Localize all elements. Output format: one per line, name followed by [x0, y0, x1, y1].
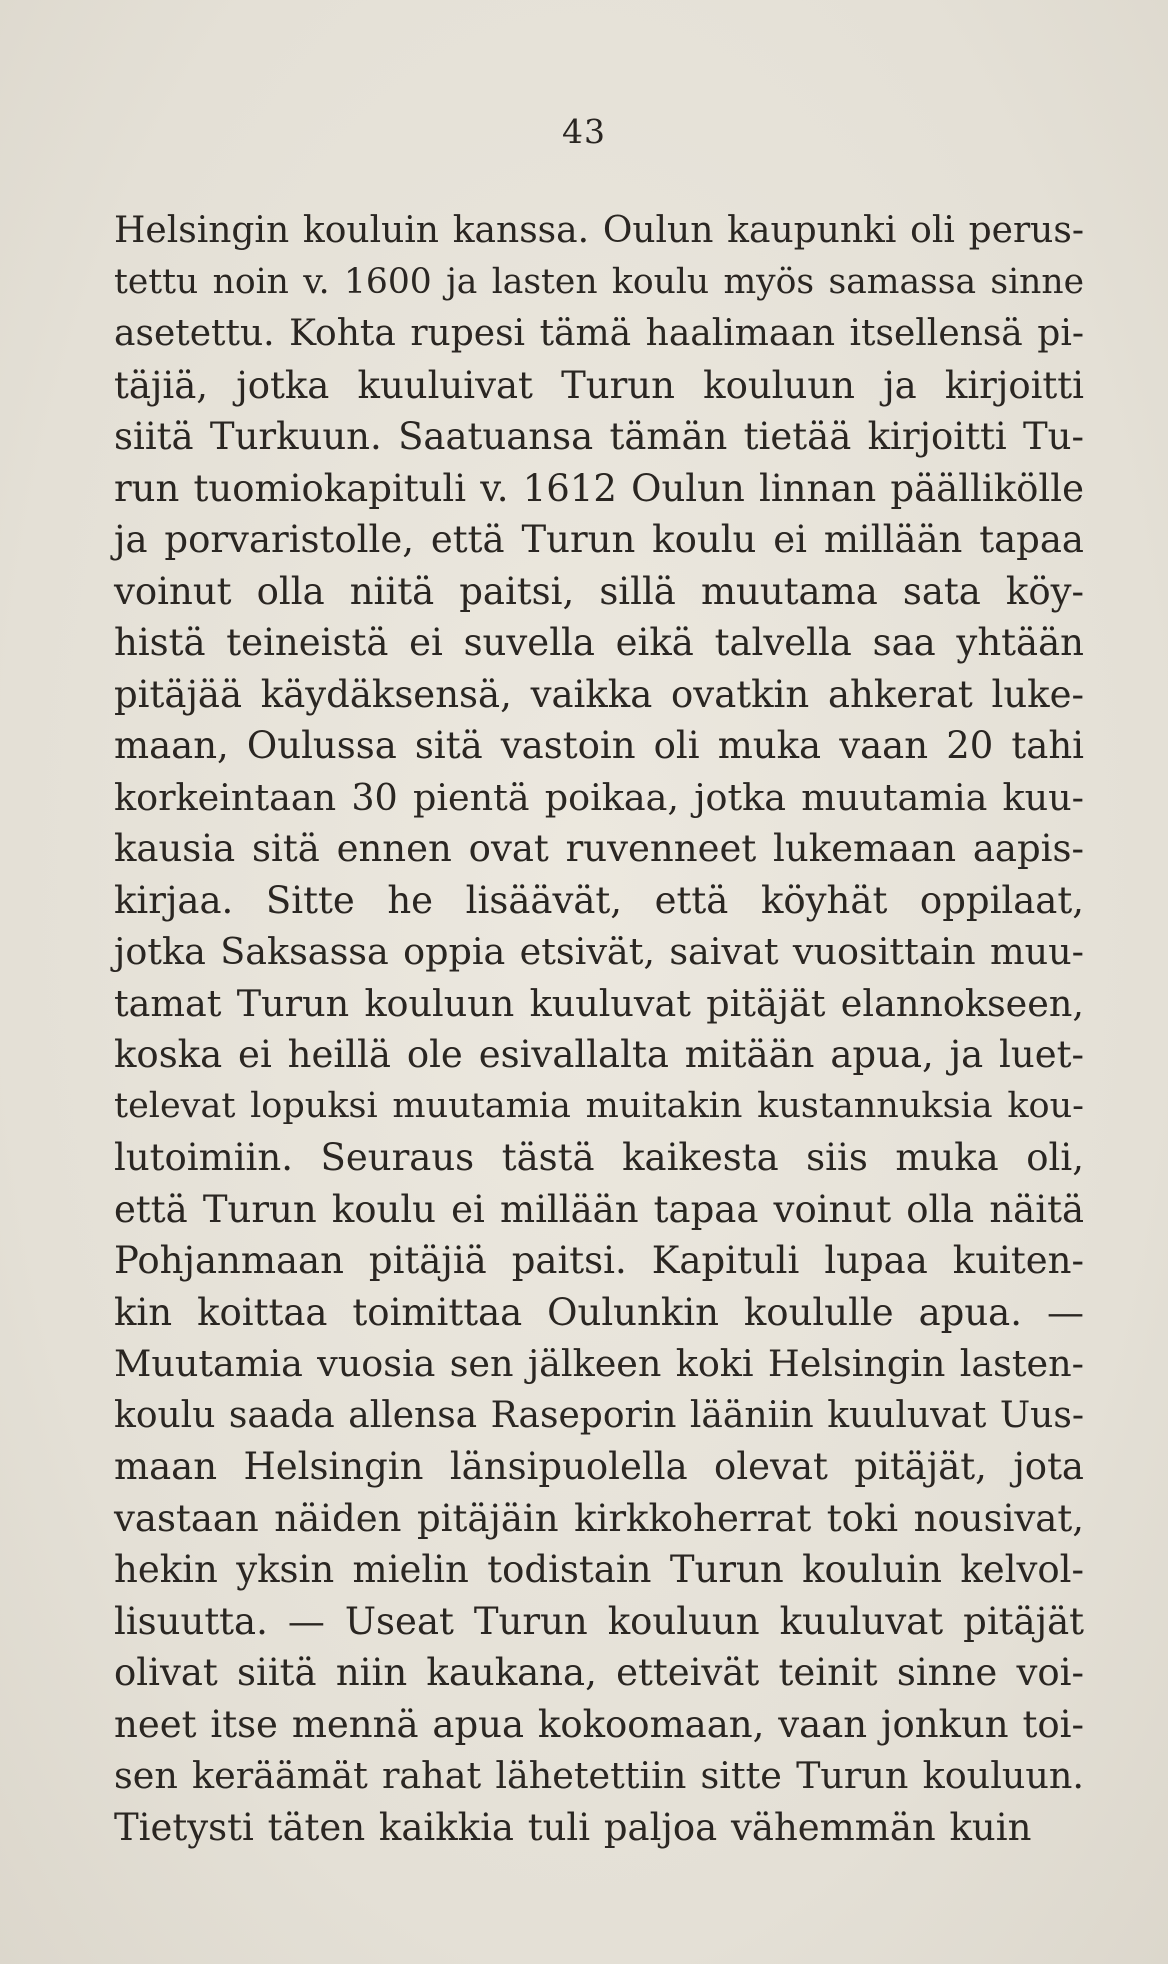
text-line: korkeintaan 30 pientä poikaa, jotka muutamia kuu- — [114, 775, 1084, 819]
text-line: televat lopuksi muutamia muitakin kustannuksia kou- — [114, 1085, 1084, 1126]
text-line: siitä Turkuun. Saatuansa tämän tietää kirjoitti Tu- — [114, 415, 1084, 458]
text-line: neet itse mennä apua kokoomaan, vaan jonkun toi- — [114, 1702, 1084, 1746]
text-line: ja porvaristolle, että Turun koulu ei millään tapaa — [114, 518, 1084, 561]
body-text — [114, 205, 1084, 1853]
text-line: tamat Turun kouluun kuuluvat pitäjät elannokseen, — [114, 981, 1084, 1025]
text-line: Muutamia vuosia sen jälkeen koki Helsingin lasten- — [114, 1342, 1084, 1385]
text-line: pitäjää käydäksensä, vaikka ovatkin ahkerat luke- — [114, 672, 1084, 716]
text-line: maan Helsingin länsipuolella olevat pitäjät, jota — [114, 1445, 1084, 1488]
text-line: Helsingin kouluin kanssa. Oulun kaupunki oli perus- — [114, 210, 1084, 251]
text-line: lisuutta. — Useat Turun kouluun kuuluvat pitäjät — [114, 1599, 1084, 1643]
text-line: kirjaa. Sitte he lisäävät, että köyhät oppilaat, — [114, 878, 1084, 922]
text-line: lutoimiin. Seuraus tästä kaikesta siis muka oli, — [114, 1136, 1084, 1179]
text-line: kausia sitä ennen ovat ruvenneet lukemaan aapis- — [114, 827, 1084, 870]
text-line: sen keräämät rahat lähetettiin sitte Turun kouluun. — [114, 1754, 1084, 1797]
text-line: vastaan näiden pitäjäin kirkkoherrat toki nousivat, — [114, 1496, 1084, 1540]
text-line: olivat siitä niin kaukana, etteivät teinit sinne voi- — [114, 1651, 1084, 1694]
text-line: Tietysti täten kaikkia tuli paljoa vähemmän kuin — [114, 1805, 1032, 1849]
text-line: Pohjanmaan pitäjiä paitsi. Kapituli lupaa kuiten- — [114, 1239, 1084, 1282]
text-line: asetettu. Kohta rupesi tämä haalimaan itsellensä pi- — [114, 313, 1084, 354]
text-line: run tuomiokapituli v. 1612 Oulun linnan päällikölle — [114, 466, 1084, 510]
text-line: jotka Saksassa oppia etsivät, saivat vuosittain muu- — [114, 930, 1084, 973]
text-line: tettu noin v. 1600 ja lasten koulu myös samassa sinne — [114, 261, 1084, 302]
text-line: että Turun koulu ei millään tapaa voinut olla näitä — [114, 1187, 1084, 1231]
text-line: maan, Oulussa sitä vastoin oli muka vaan 20 tahi — [114, 724, 1084, 767]
text-line: täjiä, jotka kuuluivat Turun kouluun ja kirjoitti — [114, 363, 1084, 407]
text-line: hekin yksin mielin todistain Turun kouluin kelvol- — [114, 1548, 1084, 1591]
text-line: koska ei heillä ole esivallalta mitään apua, ja luet- — [114, 1033, 1084, 1076]
text-line: voinut olla niitä paitsi, sillä muutama sata köy- — [114, 569, 1084, 613]
text-line: kin koittaa toimittaa Oulunkin koululle apua. — — [114, 1290, 1084, 1334]
page-number: 43 — [562, 112, 606, 151]
text-line: histä teineistä ei suvella eikä talvella saa yhtään — [114, 621, 1084, 664]
text-line: koulu saada allensa Raseporin lääniin kuuluvat Uus- — [114, 1394, 1084, 1436]
